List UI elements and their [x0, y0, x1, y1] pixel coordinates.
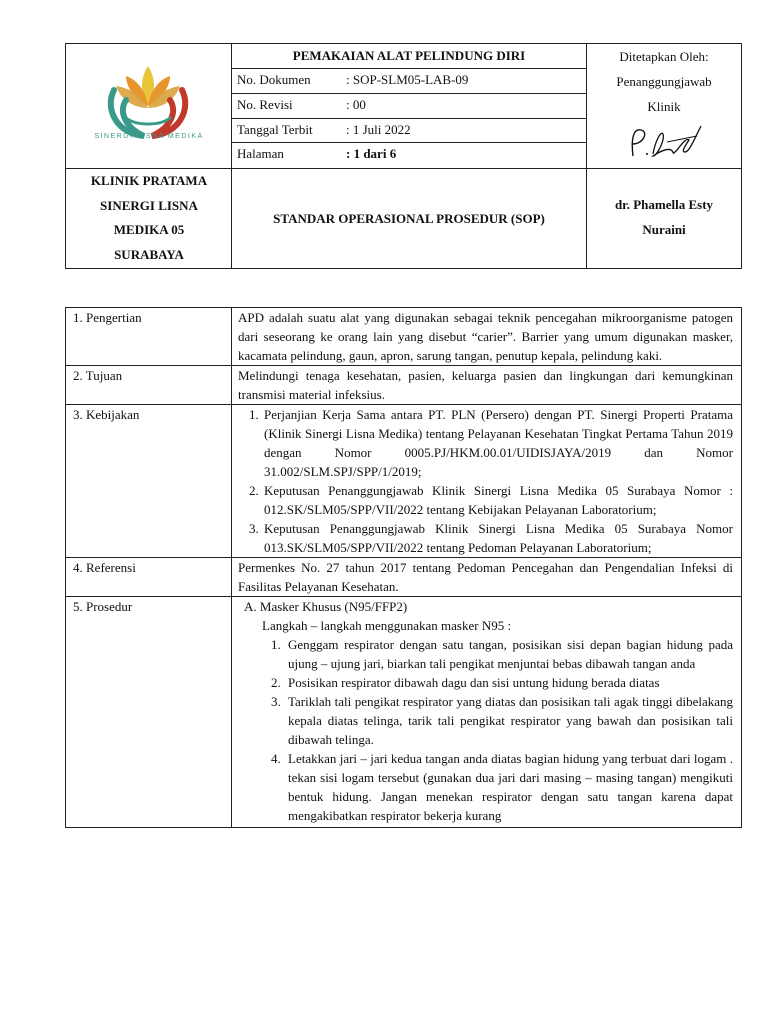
handwritten-signature	[627, 120, 707, 162]
document-header	[65, 43, 742, 269]
row-label: 2. Tujuan	[66, 366, 232, 405]
meta-value: : 1 dari 6	[346, 146, 397, 161]
determined-by-line: Ditetapkan Oleh:	[619, 49, 709, 64]
policy-item: 2. Keputusan Penanggungjawab Klinik Sinergi Lisna Medika 05 Surabaya Nomor : 012.SK/SLM05/SPP/VII/2022 tentang Kebijakan Pelayanan Laboratorium;	[262, 481, 733, 519]
meta-row-tanggal	[232, 118, 586, 142]
row-content	[232, 597, 742, 828]
policy-item: 3. Keputusan Penanggungjawab Klinik Sinergi Lisna Medika 05 Surabaya Nomor 013.SK/SLM05/SPP/VII/2022 tentang Pedoman Pelayanan Laboratorium;	[262, 519, 733, 557]
procedure-step: 2. Posisikan respirator dibawah dagu dan sisi untung hidung berada diatas	[284, 673, 733, 692]
meta-key: Halaman	[237, 146, 284, 161]
row-text: Permenkes No. 27 tahun 2017 tentang Pedoman Pencegahan dan Pengendalian Infeksi di Fasilitas Pelayanan Kesehatan.	[232, 558, 742, 597]
row-content	[232, 405, 742, 558]
meta-row-revisi	[232, 93, 586, 117]
sop-title: STANDAR OPERASIONAL PROSEDUR (SOP)	[273, 211, 545, 226]
meta-key: No. Revisi	[237, 97, 293, 112]
sop-content-table	[65, 307, 742, 828]
row-prosedur	[66, 597, 742, 828]
clinic-name-line: MEDIKA 05	[113, 222, 185, 237]
clinic-name-line: SURABAYA	[114, 246, 184, 262]
meta-value: : 00	[346, 97, 366, 112]
row-label: 3. Kebijakan	[66, 405, 232, 558]
policy-list	[238, 405, 733, 557]
steps-intro: Langkah – langkah menggunakan masker N95 :	[262, 618, 512, 633]
row-pengertian	[66, 308, 742, 366]
meta-value: : 1 Juli 2022	[346, 122, 411, 137]
signer-name	[587, 192, 741, 242]
procedure-step: 4. Letakkan jari – jari kedua tangan anda diatas bagian hidung yang terbuat dari logam . tekan sisi logam tersebut (gunakan dua jari dari masing – masing tangan) mengikuti bentuk hidung. Jangan menekan respirator dengan satu tangan karena dapat mengakibatkan respirator bekerja kurang	[284, 749, 733, 825]
row-tujuan	[66, 366, 742, 405]
meta-value: : SOP-SLM05-LAB-09	[346, 72, 469, 87]
row-label: 5. Prosedur	[66, 597, 232, 828]
clinic-name	[66, 169, 232, 267]
determined-by	[587, 44, 741, 119]
policy-item: 1. Perjanjian Kerja Sama antara PT. PLN (Persero) dengan PT. Sinergi Properti Pratama (Klinik Sinergi Lisna Medika) tentang Pelayanan Kesehatan Tingkat Pertama Tahun 2019 dengan Nomor 0005.PJ/HKM.00.01/UIDISJAYA/2019 dan Nomor 31.002/SLM.SPJ/SPP/1/2019;	[262, 405, 733, 481]
meta-row-halaman	[232, 142, 586, 166]
signer-name-line: Nuraini	[642, 222, 686, 237]
row-label: 4. Referensi	[66, 558, 232, 597]
clinic-name-line: KLINIK PRATAMA	[90, 173, 208, 188]
row-label: 1. Pengertian	[66, 308, 232, 366]
meta-row-dokumen	[232, 68, 586, 92]
meta-key: No. Dokumen	[237, 72, 311, 87]
row-text: APD adalah suatu alat yang digunakan sebagai teknik pencegahan mikroorganisme patogen dari seseorang ke orang lain yang disebut “carier”. Barrier yang umum digunakan masker, kacamata pelindung, gaun, apron, sarung tangan, penutup kepala, pelindung kaki.	[232, 308, 742, 366]
signer-name-line: dr. Phamella Esty	[614, 197, 714, 212]
document-title: PEMAKAIAN ALAT PELINDUNG DIRI	[292, 48, 526, 63]
row-referensi	[66, 558, 742, 597]
title-cell	[232, 44, 587, 268]
meta-key: Tanggal Terbit	[237, 122, 313, 137]
determined-by-line: Penanggungjawab	[616, 74, 712, 89]
procedure-step: 1. Genggam respirator dengan satu tangan, posisikan sisi depan bagian hidung pada ujung – ujung jari, biarkan tali pengikat menjuntai bebas dibawah tangan anda	[284, 635, 733, 673]
procedure-steps	[238, 635, 733, 825]
row-text: Melindungi tenaga kesehatan, pasien, keluarga pasien dan lingkungan dari kemungkinan transmisi material infeksius.	[232, 366, 742, 405]
row-kebijakan	[66, 405, 742, 558]
determined-by-line: Klinik	[647, 99, 681, 114]
section-heading: A. Masker Khusus (N95/FFP2)	[244, 599, 408, 614]
logo-cell	[66, 44, 232, 268]
logo-text: SINERGI LISNA MEDIKA	[94, 133, 204, 140]
clinic-name-line: SINERGI LISNA	[100, 197, 198, 213]
procedure-step: 3. Tariklah tali pengikat respirator yang diatas dan posisikan tali agak tinggi dibelakang kepala diatas telinga, tarik tali pengikat respirator yang bawah dan posisikan tali dibawah telinga.	[284, 692, 733, 749]
approval-cell	[587, 44, 741, 268]
